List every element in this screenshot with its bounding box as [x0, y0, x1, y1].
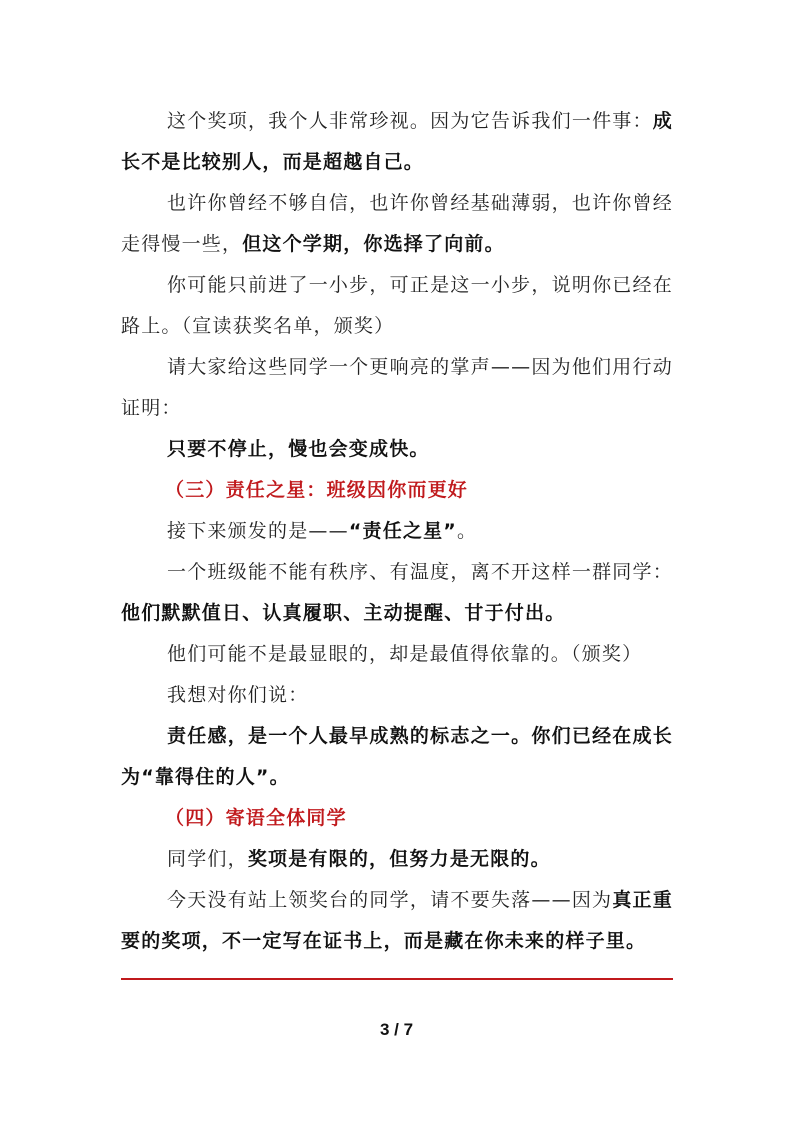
- body-paragraph: [121, 265, 673, 347]
- paragraph-text: 一个班级能不能有秩序、有温度，离不开这样一群同学：: [167, 561, 673, 583]
- emphasis-text: 他们默默值日、认真履职、主动提醒、甘于付出。: [121, 602, 566, 624]
- paragraph-text: 请大家给这些同学一个更响亮的掌声——因为他们用行动证明：: [121, 356, 673, 419]
- paragraph-text: 今天没有站上领奖台的同学，请不要失落——因为: [167, 889, 613, 911]
- paragraph-text: 你可能只前进了一小步，可正是这一小步，说明你已经在路上。（宣读获奖名单，颁奖）: [121, 274, 673, 337]
- document-body: [121, 101, 673, 962]
- body-paragraph: [121, 347, 673, 429]
- emphasis-text: 但这个学期，你选择了向前。: [242, 233, 505, 255]
- body-paragraph: [121, 511, 673, 552]
- emphasis-text: 只要不停止，慢也会变成快。: [167, 438, 430, 460]
- footer-divider: [121, 978, 673, 980]
- page-number: 3 / 7: [379, 1020, 414, 1039]
- emphasis-text: 奖项是有限的，但努力是无限的。: [247, 848, 551, 870]
- body-paragraph: [121, 101, 673, 183]
- body-paragraph: [121, 552, 673, 634]
- paragraph-text: 。: [457, 520, 478, 542]
- body-paragraph: [121, 183, 673, 265]
- emphasis-text: 成长不是比较别人，而是超越自己。: [121, 110, 673, 173]
- body-paragraph: [121, 634, 673, 675]
- body-paragraph: [121, 716, 673, 798]
- paragraph-text: 也许你曾经不够自信，也许你曾经基础薄弱，也许你曾经走得慢一些，: [121, 192, 673, 255]
- body-paragraph: [121, 839, 673, 880]
- section-heading: （三）责任之星：班级因你而更好: [165, 479, 469, 501]
- paragraph-text: 他们可能不是最显眼的，却是最值得依靠的。（颁奖）: [167, 643, 643, 665]
- emphasis-text: 责任感，是一个人最早成熟的标志之一。你们已经在成长为“靠得住的人”。: [121, 725, 673, 788]
- body-paragraph: [121, 429, 673, 470]
- section-heading: （四）寄语全体同学: [165, 807, 347, 829]
- paragraph-text: 这个奖项，我个人非常珍视。因为它告诉我们一件事：: [167, 110, 653, 132]
- body-paragraph: [121, 880, 673, 962]
- emphasis-text: 真正重要的奖项，不一定写在证书上，而是藏在你未来的样子里。: [121, 889, 673, 952]
- paragraph-text: 我想对你们说：: [167, 684, 309, 706]
- body-paragraph: [121, 675, 673, 716]
- paragraph-text: 接下来颁发的是——: [167, 520, 349, 542]
- emphasis-text: “责任之星”: [348, 520, 457, 542]
- paragraph-text: 同学们，: [167, 848, 248, 870]
